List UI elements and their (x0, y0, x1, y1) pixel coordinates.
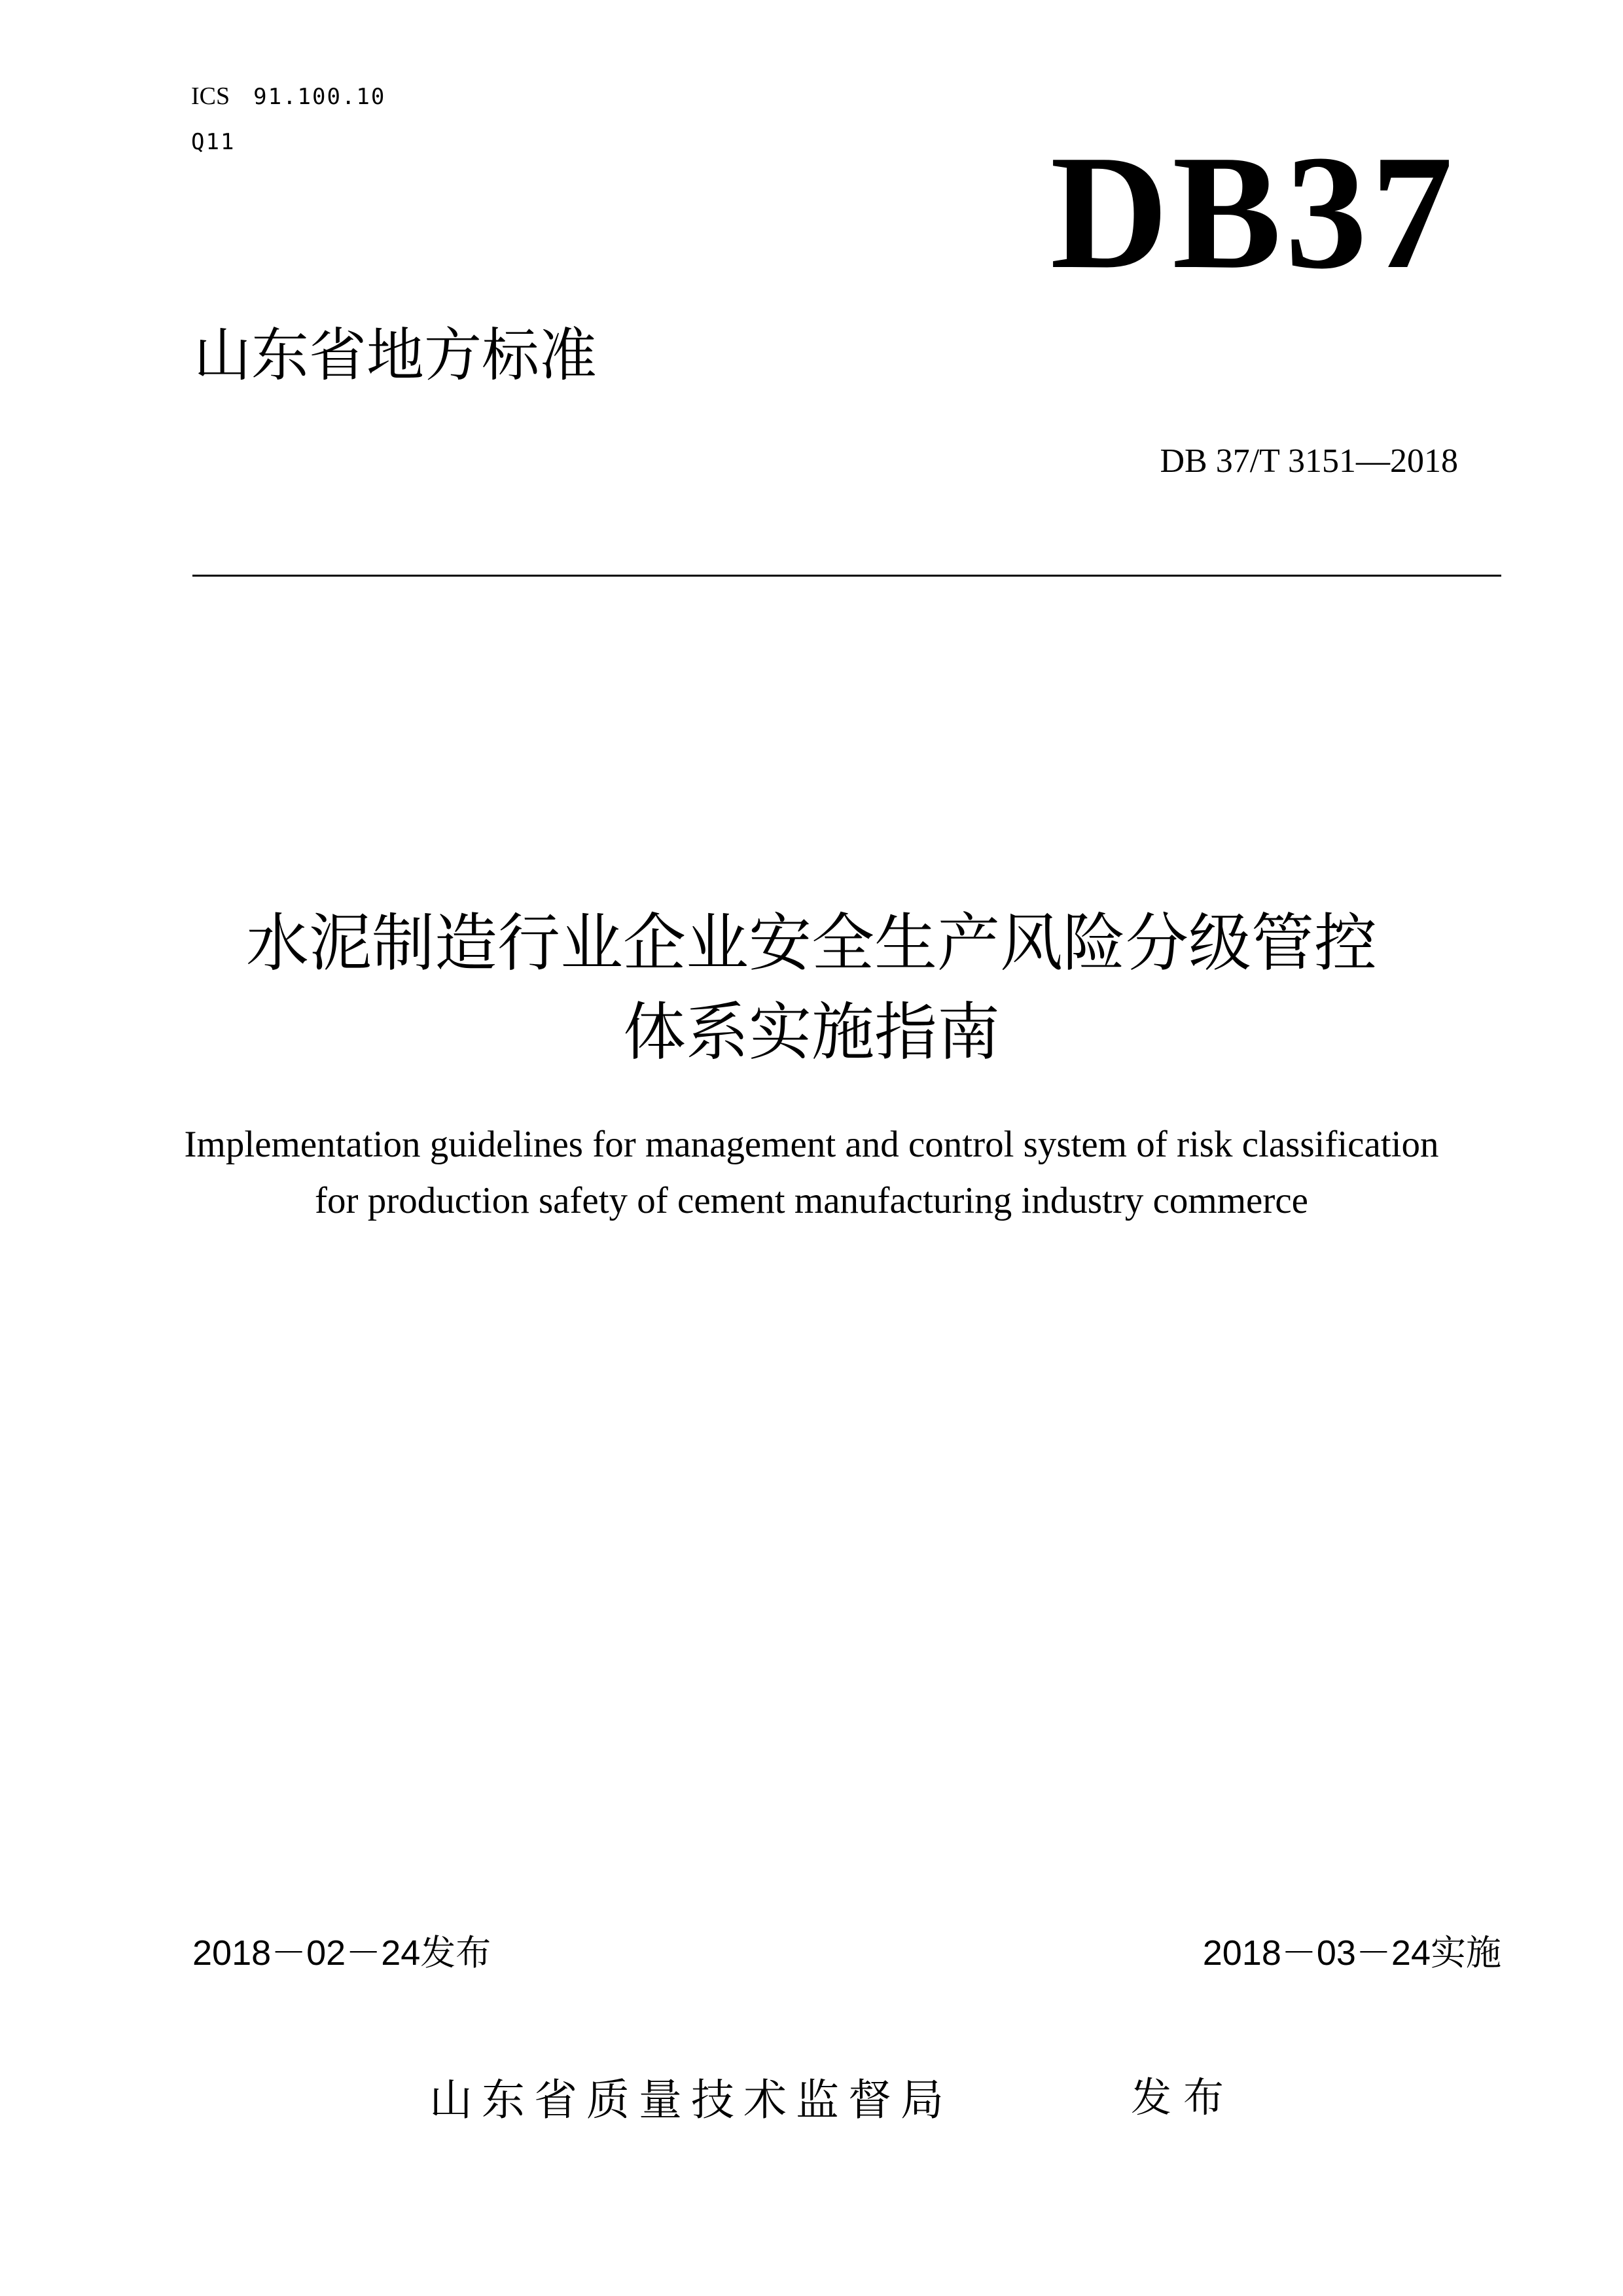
ics-label: ICS (191, 82, 230, 110)
ics-code: 91.100.10 (253, 84, 386, 110)
issue-date (192, 1927, 491, 1979)
publish-label: 发布 (1131, 2073, 1236, 2121)
title-cn-line1: 水泥制造行业企业安全生产风险分级管控 (246, 906, 1377, 980)
issue-date-suffix: 发布 (420, 1932, 491, 1973)
standard-number: DB 37/T 3151—2018 (1160, 442, 1458, 480)
db-standard-mark: DB37 (1050, 122, 1457, 303)
issue-date-value: 2018－02－24 (192, 1933, 421, 1973)
title-en-line1: Implementation guidelines for management and control system of risk classification (184, 1124, 1439, 1165)
issuing-authority: 山东省质量技术监督局 (429, 2075, 953, 2125)
impl-date-value: 2018－03－24 (1202, 1933, 1431, 1973)
impl-date-suffix: 实施 (1431, 1932, 1501, 1973)
standard-kind: 山东省地方标准 (194, 321, 597, 389)
ics-classification (191, 80, 385, 113)
header-divider (192, 575, 1501, 577)
title-cn-line2: 体系实施指南 (623, 996, 1000, 1069)
title-en-line2: for production safety of cement manufacturing industry commerce (315, 1180, 1308, 1221)
ccs-code: Q11 (191, 129, 236, 155)
implementation-date (1203, 1927, 1501, 1979)
